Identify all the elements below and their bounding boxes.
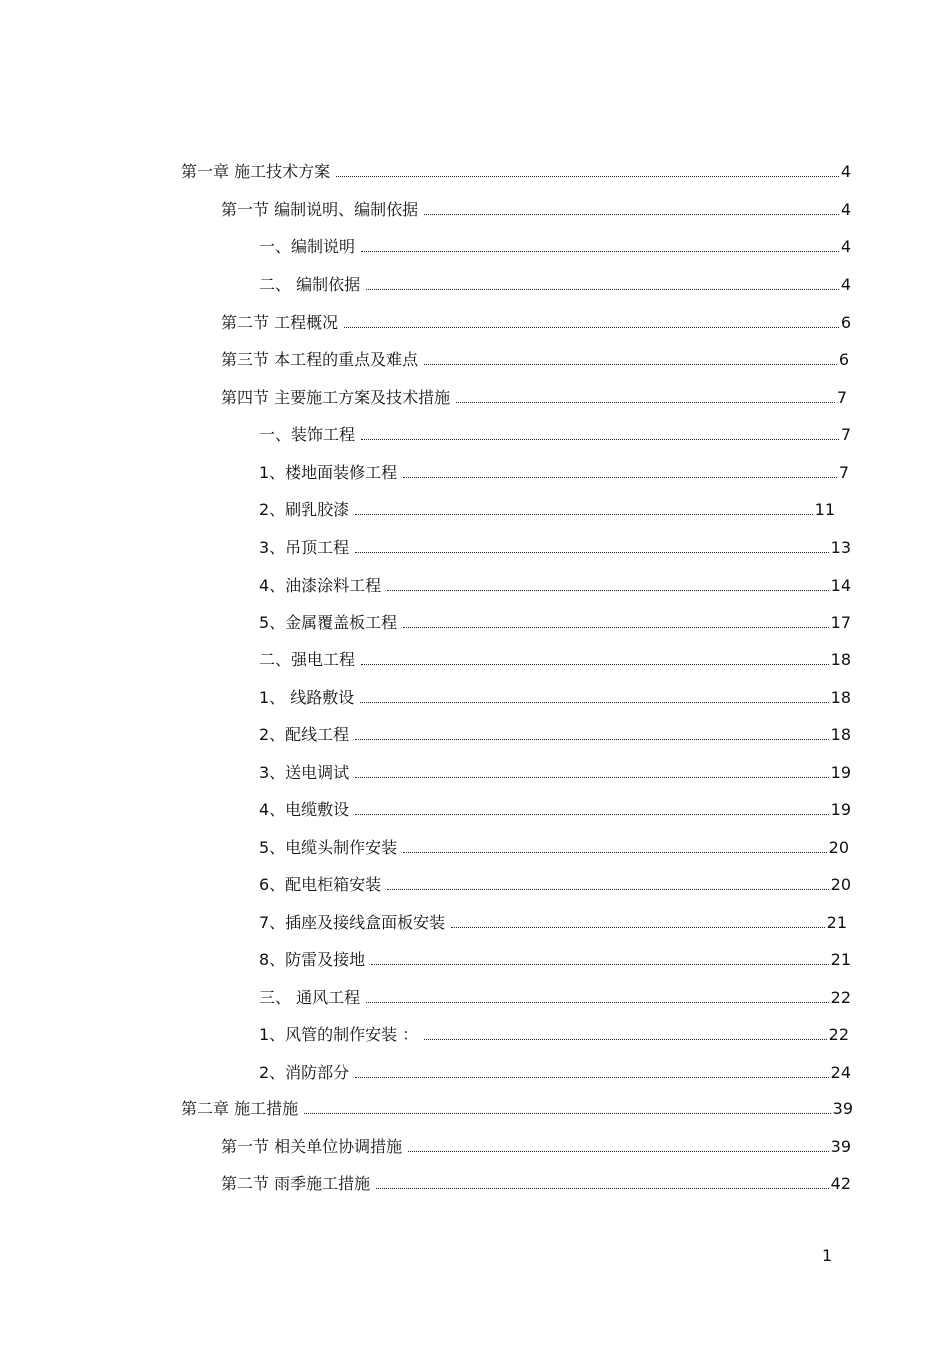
dot-leader [371, 964, 828, 965]
dot-leader [355, 739, 828, 740]
dot-leader [403, 627, 828, 628]
toc-entry-title: 4、电缆敷设 [259, 800, 350, 819]
toc-entry-page: 39 [830, 1137, 851, 1156]
toc-entry-page: 4 [840, 237, 851, 256]
toc-entry[interactable] [259, 423, 851, 447]
dot-leader [304, 1113, 831, 1114]
toc-entry-title: 第一章 施工技术方案 [181, 162, 331, 181]
dot-leader [376, 1188, 829, 1189]
toc-entry[interactable] [221, 348, 849, 372]
toc-entry[interactable] [259, 235, 851, 259]
dot-leader [355, 552, 828, 553]
dot-leader [456, 402, 835, 403]
dot-leader [336, 176, 839, 177]
toc-entry-page: 17 [830, 613, 851, 632]
toc-entry-title: 第一节 相关单位协调措施 [221, 1137, 403, 1156]
toc-entry-title: 一、装饰工程 [259, 425, 356, 444]
toc-entry-title: 5、电缆头制作安装 [259, 838, 398, 857]
dot-leader [355, 1077, 828, 1078]
dot-leader [344, 327, 839, 328]
toc-entry[interactable] [259, 611, 851, 635]
dot-leader [451, 927, 824, 928]
toc-entry-page: 22 [828, 1025, 849, 1044]
dot-leader [355, 777, 828, 778]
toc-entry-title: 第二节 工程概况 [221, 313, 339, 332]
toc-entry-title: 6、配电柜箱安装 [259, 875, 382, 894]
toc-entry-page: 13 [830, 538, 851, 557]
toc-entry[interactable] [221, 1172, 851, 1196]
toc-entry-title: 5、金属覆盖板工程 [259, 613, 398, 632]
dot-leader [403, 852, 826, 853]
toc-entry-page: 4 [840, 275, 851, 294]
toc-entry-title: 第一节 编制说明、编制依据 [221, 200, 419, 219]
dot-leader [424, 214, 839, 215]
toc-entry[interactable] [181, 160, 851, 184]
toc-entry[interactable] [259, 1023, 849, 1047]
toc-entry-title: 三、 通风工程 [259, 988, 361, 1007]
toc-entry-page: 20 [830, 875, 851, 894]
toc-entry-page: 6 [838, 350, 849, 369]
toc-entry[interactable] [259, 986, 851, 1010]
toc-entry-title: 1、楼地面装修工程 [259, 463, 398, 482]
toc-entry[interactable] [259, 498, 835, 522]
toc-entry-page: 4 [840, 162, 851, 181]
toc-entry-page: 11 [814, 500, 835, 519]
toc-entry[interactable] [259, 273, 851, 297]
dot-leader [424, 364, 837, 365]
toc-entry-page: 39 [832, 1099, 853, 1118]
toc-entry-page: 7 [836, 388, 847, 407]
toc-entry-page: 7 [840, 425, 851, 444]
toc-entry[interactable] [259, 1061, 851, 1085]
toc-entry-page: 20 [828, 838, 849, 857]
toc-entry-title: 二、强电工程 [259, 650, 356, 669]
toc-entry[interactable] [259, 948, 851, 972]
toc-entry[interactable] [259, 461, 849, 485]
toc-entry-page: 18 [830, 725, 851, 744]
toc-entry-title: 第二节 雨季施工措施 [221, 1174, 371, 1193]
toc-entry-page: 21 [826, 913, 847, 932]
dot-leader [408, 1151, 829, 1152]
dot-leader [360, 702, 828, 703]
toc-entry-title: 1、 线路敷设 [259, 688, 355, 707]
toc-entry-title: 3、吊顶工程 [259, 538, 350, 557]
toc-entry-title: 7、插座及接线盒面板安装 [259, 913, 446, 932]
toc-entry-title: 1、风管的制作安装 ： [259, 1025, 419, 1044]
toc-entry-page: 7 [838, 463, 849, 482]
page-number: 1 [822, 1246, 833, 1265]
toc-entry-title: 2、配线工程 [259, 725, 350, 744]
toc-entry-page: 24 [830, 1063, 851, 1082]
toc-entry[interactable] [221, 386, 847, 410]
dot-leader [361, 664, 829, 665]
toc-entry[interactable] [259, 686, 851, 710]
toc-entry-title: 2、消防部分 [259, 1063, 350, 1082]
toc-entry[interactable] [259, 648, 851, 672]
dot-leader [355, 814, 828, 815]
toc-entry-page: 19 [830, 763, 851, 782]
toc-entry[interactable] [221, 311, 851, 335]
toc-entry-page: 14 [830, 576, 851, 595]
toc-entry[interactable] [181, 1097, 853, 1121]
toc-entry-title: 2、刷乳胶漆 [259, 500, 350, 519]
toc-entry-title: 二、 编制依据 [259, 275, 361, 294]
toc-entry[interactable] [259, 536, 851, 560]
toc-entry-page: 6 [840, 313, 851, 332]
toc-entry-title: 第二章 施工措施 [181, 1099, 299, 1118]
toc-entry-title: 8、防雷及接地 [259, 950, 366, 969]
dot-leader [366, 289, 839, 290]
dot-leader [403, 477, 837, 478]
toc-entry[interactable] [259, 798, 851, 822]
toc-entry[interactable] [259, 836, 849, 860]
toc-entry[interactable] [259, 911, 847, 935]
toc-entry-page: 18 [830, 650, 851, 669]
toc-entry[interactable] [259, 574, 851, 598]
toc-entry-page: 42 [830, 1174, 851, 1193]
toc-entry[interactable] [259, 761, 851, 785]
toc-entry-title: 4、油漆涂料工程 [259, 576, 382, 595]
toc-entry-page: 19 [830, 800, 851, 819]
dot-leader [361, 251, 839, 252]
toc-entry-page: 18 [830, 688, 851, 707]
toc-entry-title: 一、编制说明 [259, 237, 356, 256]
toc-entry[interactable] [259, 873, 851, 897]
dot-leader [361, 439, 839, 440]
dot-leader [355, 514, 812, 515]
toc-entry[interactable] [221, 1135, 851, 1159]
toc-entry[interactable] [259, 723, 851, 747]
toc-entry-title: 第三节 本工程的重点及难点 [221, 350, 419, 369]
dot-leader [424, 1039, 826, 1040]
toc-entry-title: 第四节 主要施工方案及技术措施 [221, 388, 451, 407]
dot-leader [387, 889, 828, 890]
toc-entry[interactable] [221, 198, 851, 222]
toc-entry-page: 4 [840, 200, 851, 219]
toc-entry-page: 21 [830, 950, 851, 969]
toc-entry-page: 22 [830, 988, 851, 1007]
toc-entry-title: 3、送电调试 [259, 763, 350, 782]
dot-leader [366, 1002, 829, 1003]
dot-leader [387, 590, 828, 591]
